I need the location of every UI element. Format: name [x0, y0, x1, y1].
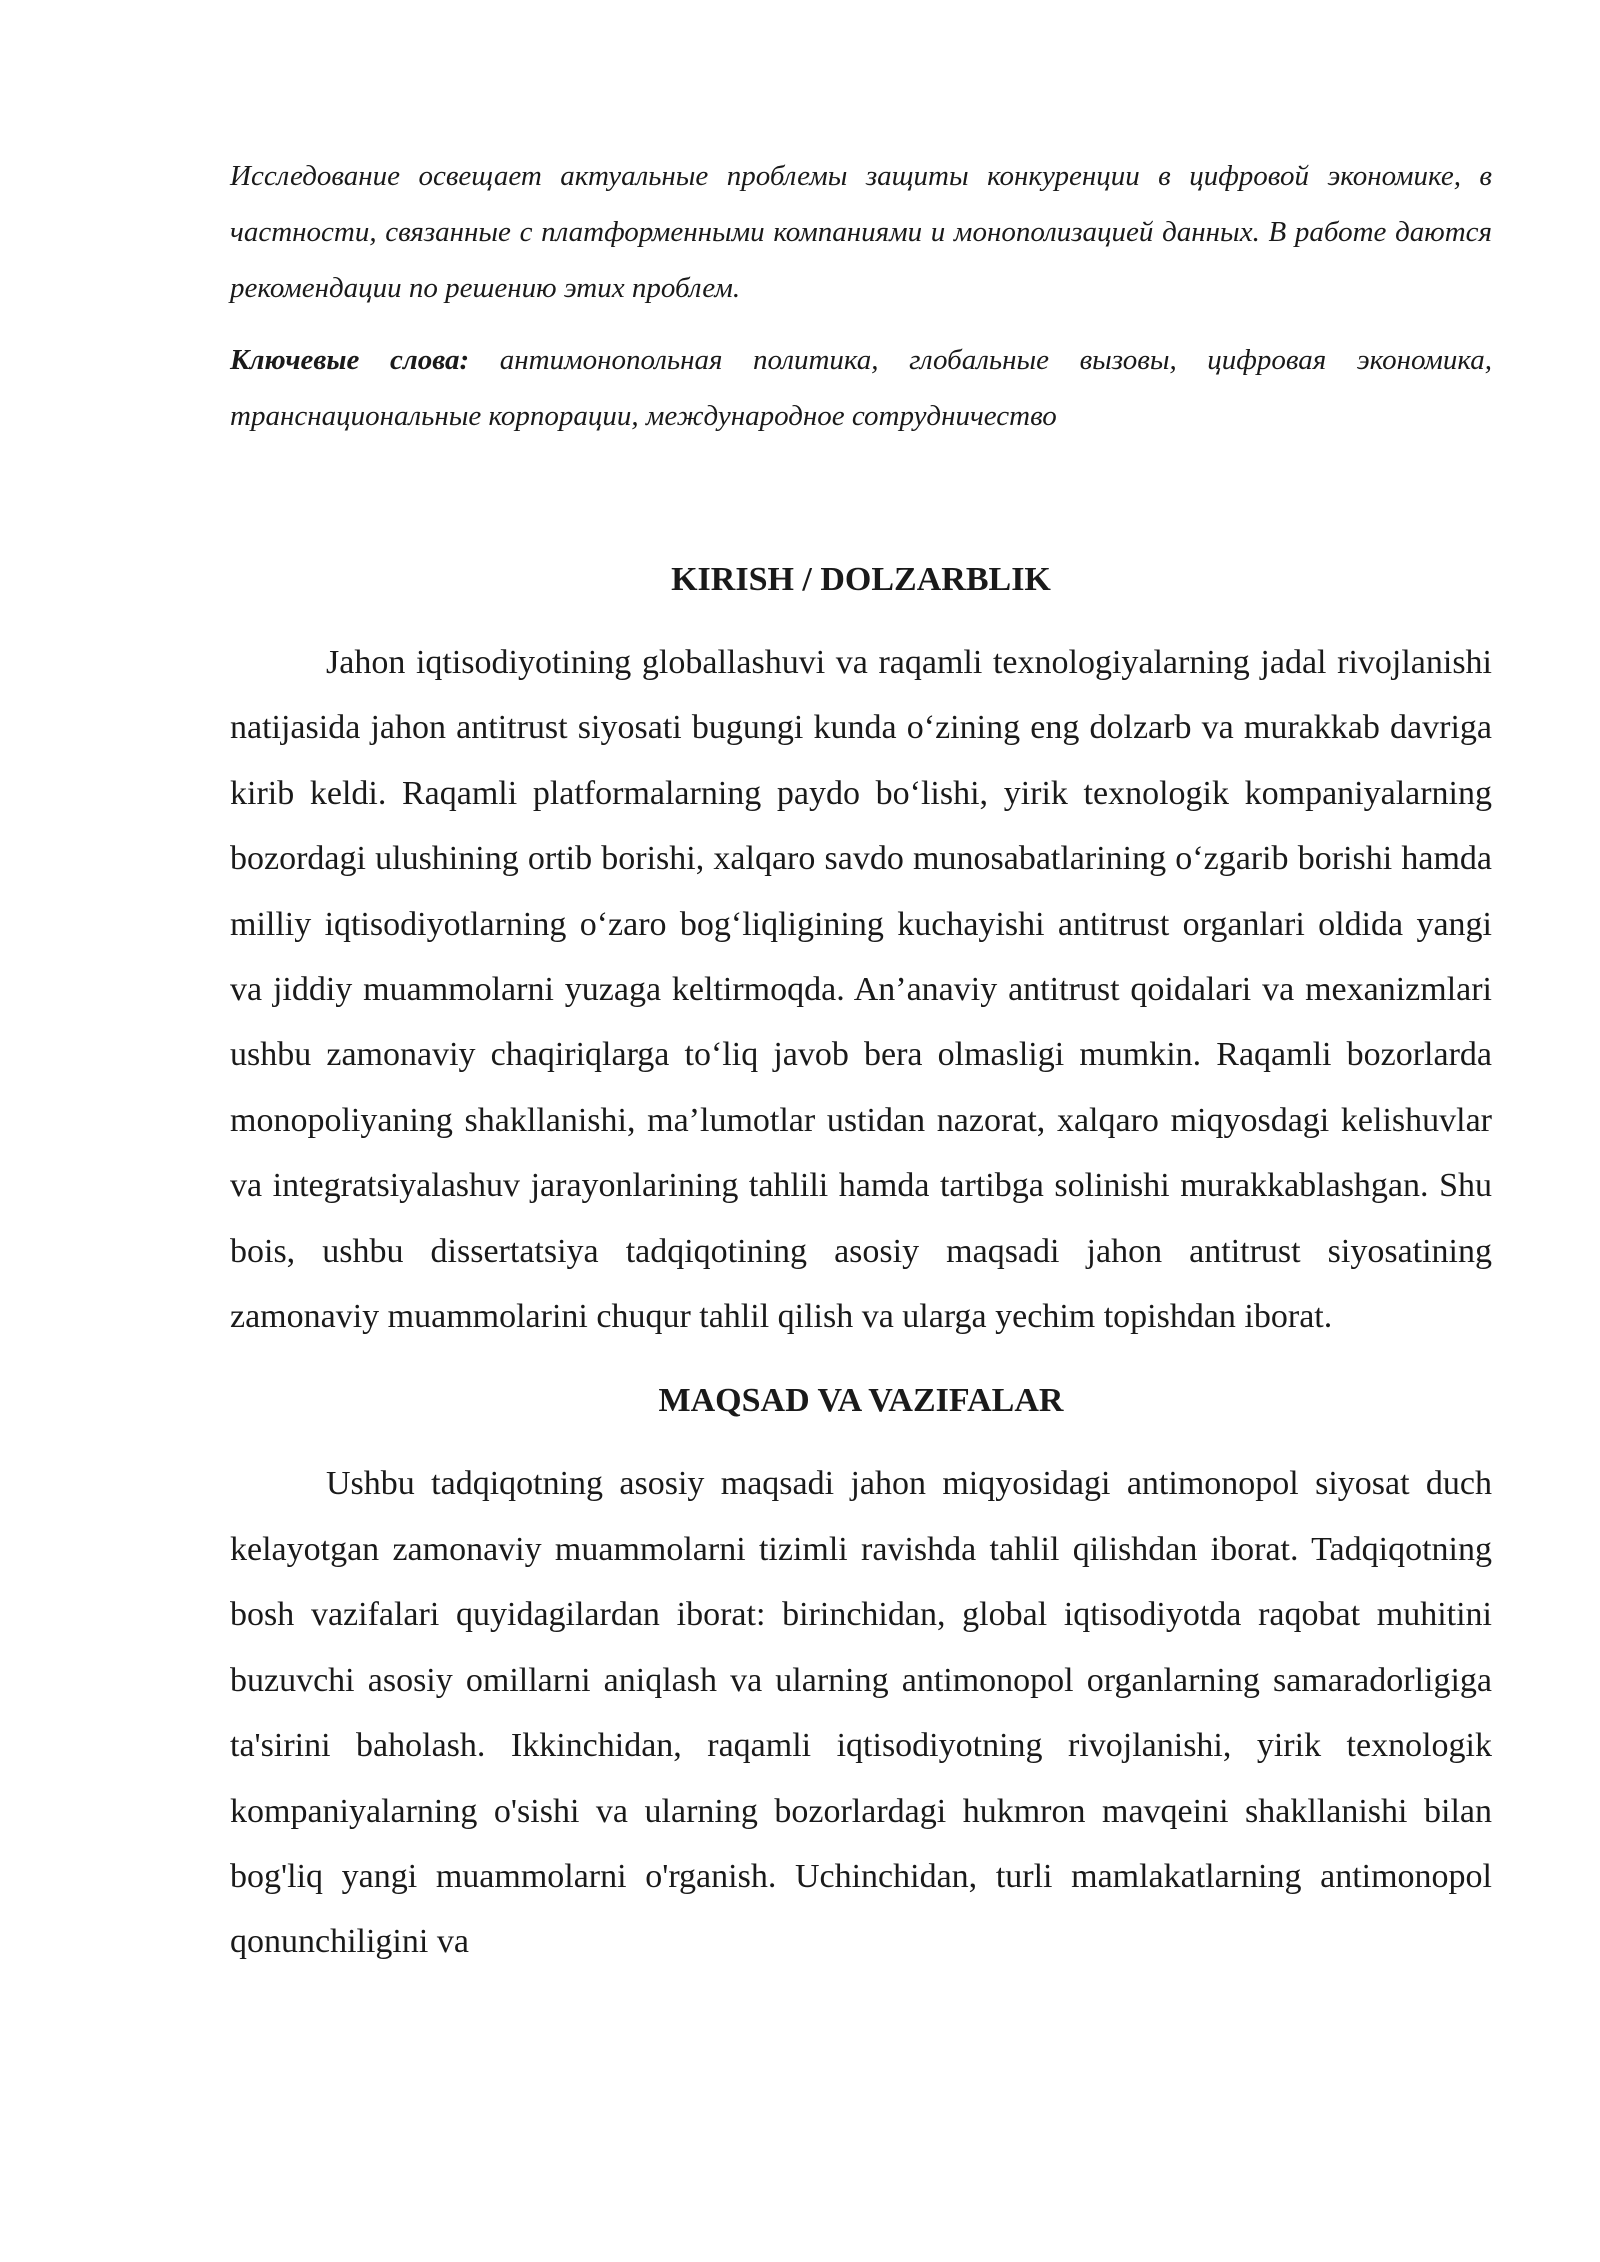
keywords-paragraph — [230, 332, 1492, 444]
keywords-text: антимонопольная политика, глобальные вызовы, цифровая экономика, транснациональные корпорации, международное сотрудничество — [230, 344, 1492, 432]
abstract-paragraph: Исследование освещает актуальные проблемы защиты конкуренции в цифровой экономике, в частности, связанные с платформенными компаниями и монополизацией данных. В работе даются рекомендации по решению этих проблем. — [230, 160, 1492, 304]
section-paragraph-introduction: Jahon iqtisodiyotining globallashuvi va raqamli texnologiyalarning jadal rivojlanishi natijasida jahon antitrust siyosati bugungi kunda o‘zining eng dolzarb va murakkab davriga kirib keldi. Raqamli platformalarning paydo bo‘lishi, yirik texnologik kompaniyalarning bozordagi ulushining ortib borishi, xalqaro savdo munosabatlarining o‘zgarib borishi hamda milliy iqtisodiyotlarning o‘zaro bog‘liqligining kuchayishi antitrust organlari oldida yangi va jiddiy muammolarni yuzaga keltirmoqda. An’anaviy antitrust qoidalari va mexanizmlari ushbu zamonaviy chaqiriqlarga to‘liq javob bera olmasligi mumkin. Raqamli bozorlarda monopoliyaning shakllanishi, ma’lumotlar ustidan nazorat, xalqaro miqyosdagi kelishuvlar va integratsiyalashuv jarayonlarining tahlili hamda tartibga solinishi murakkablashgan. Shu bois, ushbu dissertatsiya tadqiqotining asosiy maqsadi jahon antitrust siyosatining zamonaviy muammolarini chuqur tahlil qilish va ularga yechim topishdan iborat. — [230, 644, 1492, 1336]
section-heading-introduction: KIRISH / DOLZARBLIK — [671, 561, 1051, 598]
section-heading-goals: MAQSAD VA VAZIFALAR — [658, 1382, 1064, 1420]
keywords-label: Ключевые слова: — [230, 344, 470, 376]
document-page — [230, 148, 1492, 1975]
section-paragraph-goals: Ushbu tadqiqotning asosiy maqsadi jahon miqyosidagi antimonopol siyosat duch kelayotgan zamonaviy muammolarni tizimli ravishda tahlil qilishdan iborat. Tadqiqotning bosh vazifalari quyidagilardan iborat: birinchidan, global iqtisodiyotda raqobat muhitini buzuvchi asosiy omillarni aniqlash va ularning antimonopol organlarning samaradorligiga ta'sirini baholash. Ikkinchidan, raqamli iqtisodiyotning rivojlanishi, yirik texnologik kompaniyalarning o'sishi va ularning bozorlardagi hukmron mavqeini shakllanishi bilan bog'liq yangi muammolarni o'rganish. Uchinchidan, turli mamlakatlarning antimonopol qonunchiligini va — [230, 1465, 1492, 1961]
